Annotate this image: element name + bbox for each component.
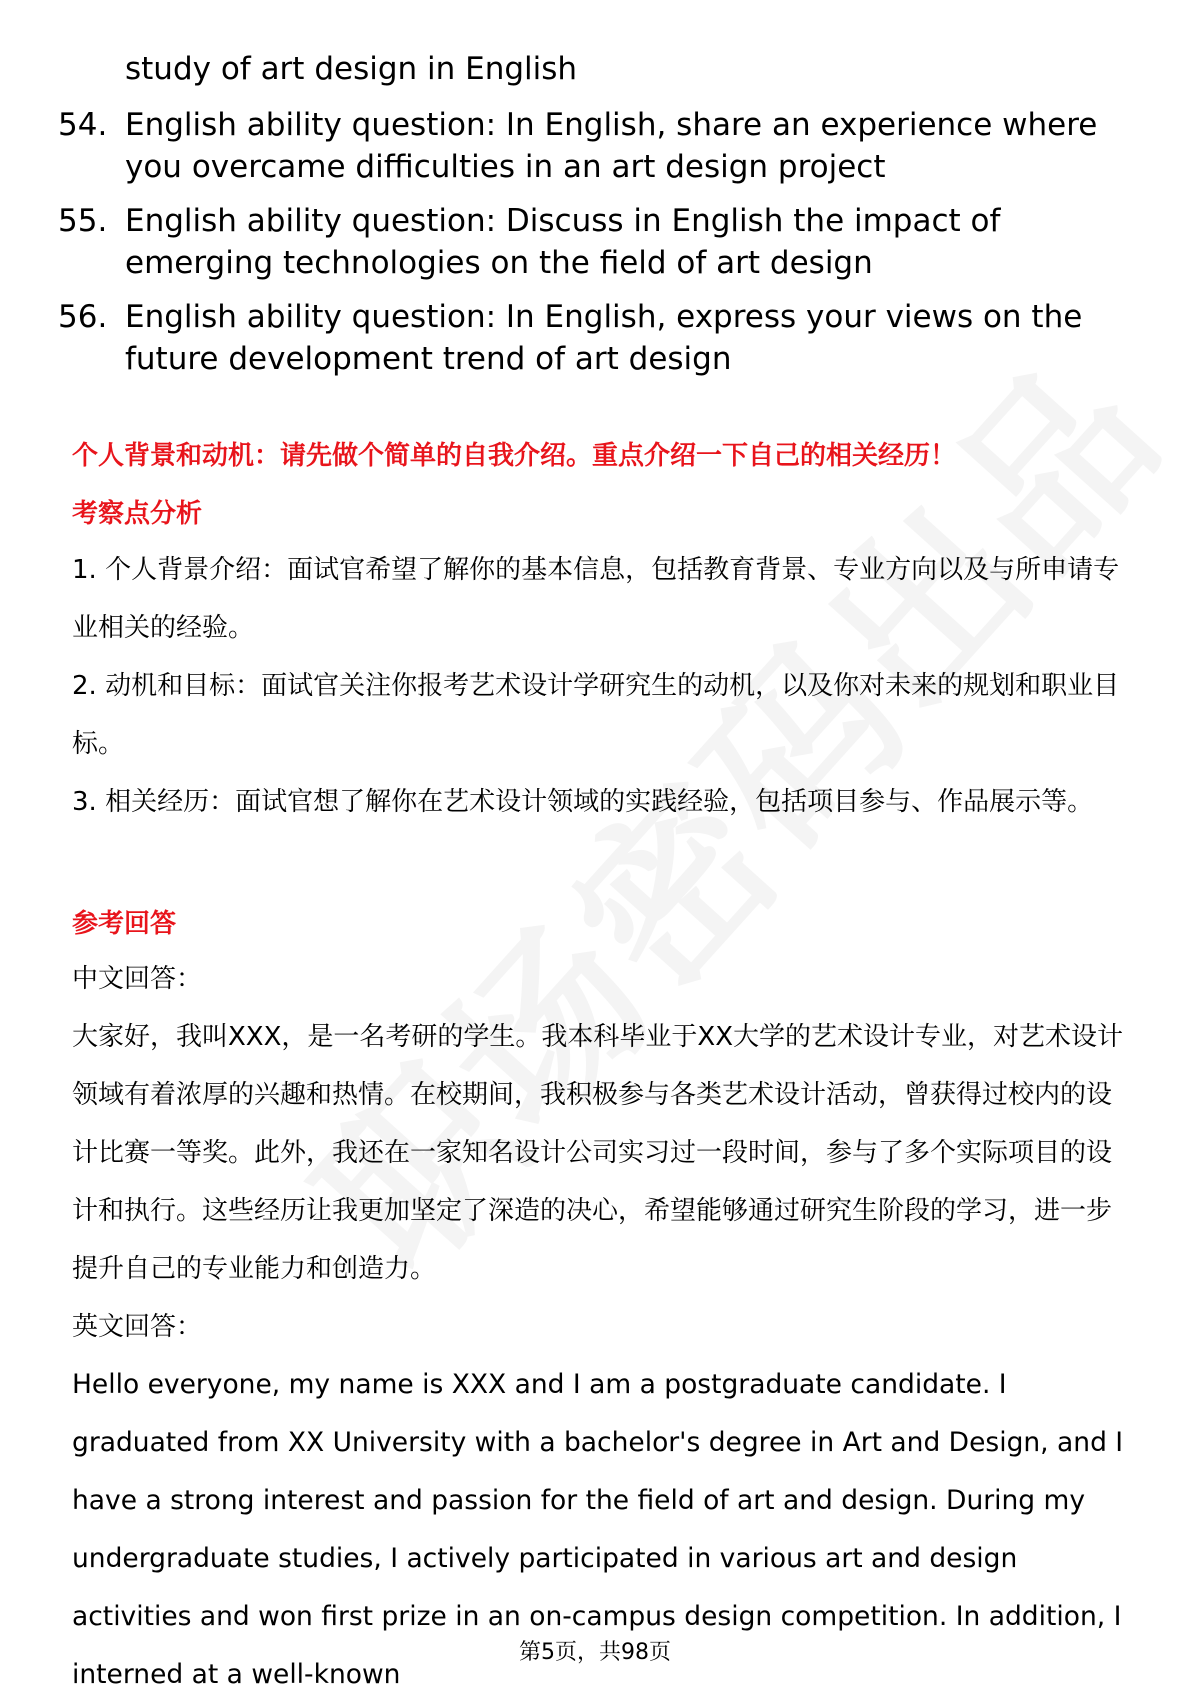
question-number: 55. [58, 203, 108, 239]
question-number: 56. [58, 299, 108, 335]
english-answer-label: 英文回答： [72, 1312, 203, 1342]
chinese-answer-text: 大家好，我叫XXX，是一名考研的学生。我本科毕业于XX大学的艺术设计专业，对艺术设计领域有着浓厚的兴趣和热情。在校期间，我积极参与各类艺术设计活动，曾获得过校内的设计比赛一等奖。此外，我还在一家知名设计公司实习过一段时间，参与了多个实际项目的设计和执行。这些经历让我更加坚定了深造的决心，希望能够通过研究生阶段的学习，进一步提升自己的专业能力和创造力。 [72, 1022, 1124, 1284]
analysis-heading: 考察点分析 [72, 499, 203, 529]
question-number: 54. [58, 107, 108, 143]
chinese-answer-label: 中文回答： [72, 964, 203, 994]
question-title: 个人背景和动机：请先做个简单的自我介绍。重点介绍一下自己的相关经历！ [72, 441, 957, 471]
reference-heading: 参考回答 [72, 909, 177, 939]
question-text: English ability question: In English, share an experience where you overcame difficulties in an art design project [125, 107, 1098, 185]
analysis-point-1: 1. 个人背景介绍：面试官希望了解你的基本信息，包括教育背景、专业方向以及与所申请专业相关的经验。 [72, 555, 1120, 643]
page-number: 第5页，共98页 [519, 1640, 671, 1665]
continued-question-text: study of art design in English [125, 51, 578, 87]
analysis-point-2: 2. 动机和目标：面试官关注你报考艺术设计学研究生的动机，以及你对未来的规划和职业目标。 [72, 671, 1120, 759]
question-text: English ability question: In English, express your views on the future development trend of art design [125, 299, 1083, 377]
analysis-point-3: 3. 相关经历：面试官想了解你在艺术设计领域的实践经验，包括项目参与、作品展示等。 [72, 787, 1094, 817]
english-answer-text: Hello everyone, my name is XXX and I am a postgraduate candidate. I graduated from XX University with a bachelor's degree in Art and Design, and I have a strong interest and passion for the field of art and design. During my undergraduate studies, I actively participated in various art and design activities and won first prize in an on-campus design competition. In addition, I interned at a well-known [72, 1369, 1124, 1690]
question-text: English ability question: Discuss in English the impact of emerging technologies on the field of art design [125, 203, 1001, 281]
